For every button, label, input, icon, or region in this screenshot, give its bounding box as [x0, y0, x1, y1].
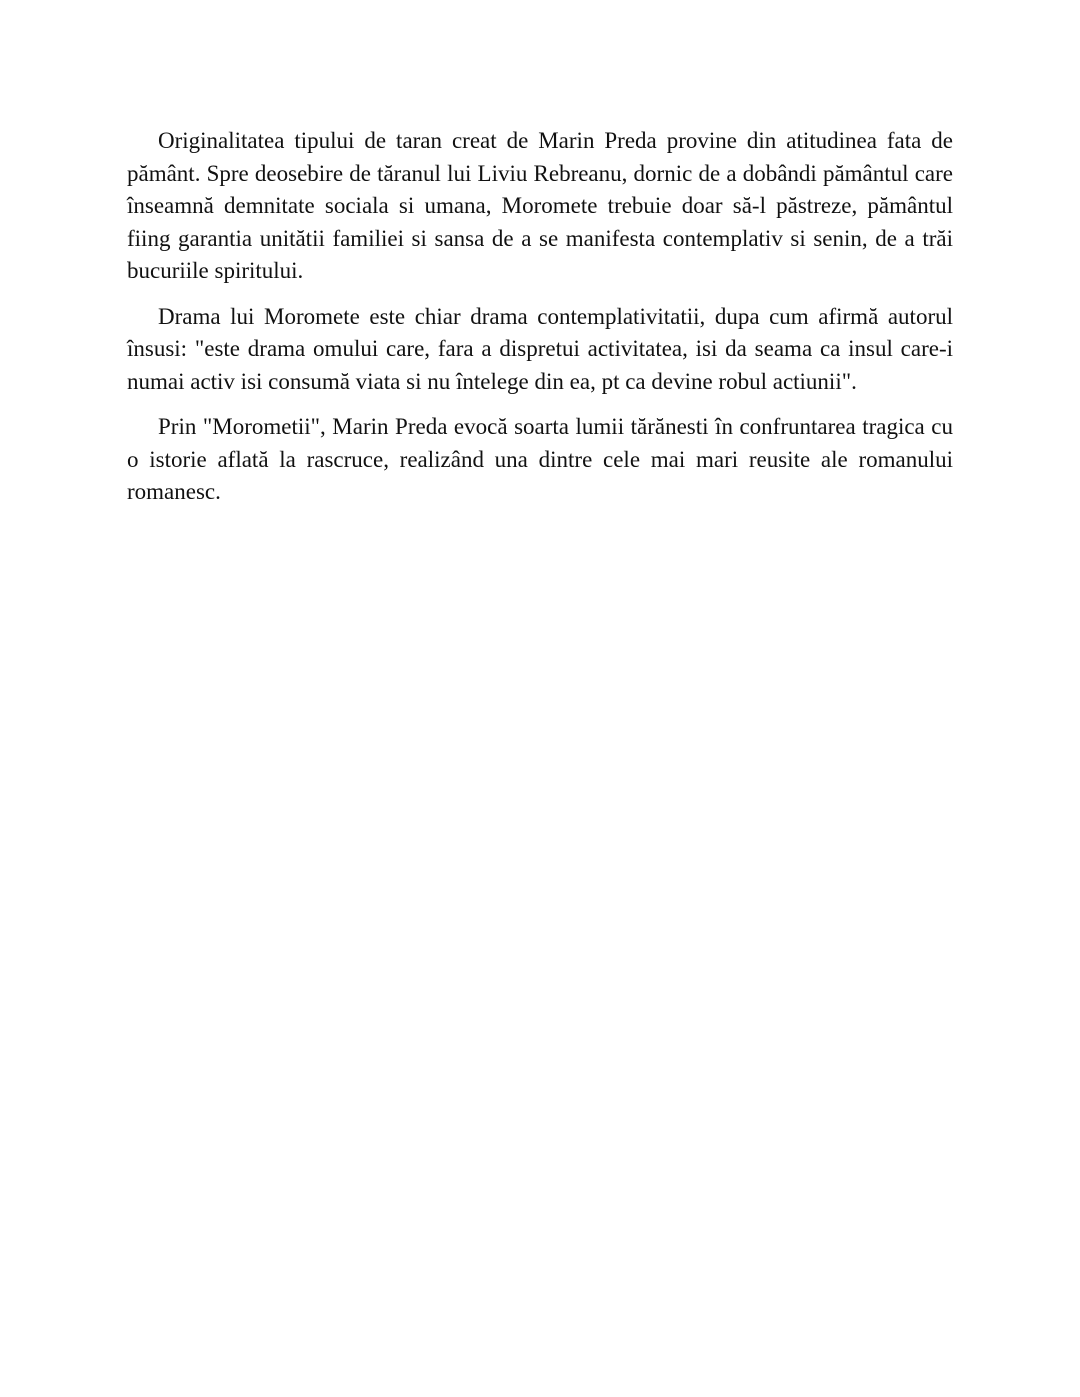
paragraph-originality: Originalitatea tipului de taran creat de Marin Preda provine din atitudinea fata de pământ. Spre deosebire de tăranul lui Liviu Rebreanu, dornic de a dobândi pământul care înseamnă demnitate sociala si umana, Moromete trebuie doar să-l păstreze, pământul fiing garantia unitătii familiei si sansa de a se manifesta contemplativ si senin, de a trăi bucuriile spiritului. — [127, 128, 953, 283]
document-body — [127, 125, 953, 522]
paragraph-drama: Drama lui Moromete este chiar drama contemplativitatii, dupa cum afirmă autorul însusi: "este drama omului care, fara a dispretui activitatea, isi da seama ca insul care-i numai activ isi consumă viata si nu întelege din ea, pt ca devine robul actiunii". — [127, 303, 953, 394]
paragraph-conclusion: Prin "Morometii", Marin Preda evocă soarta lumii tărănesti în confruntarea tragica cu o istorie aflată la rascruce, realizând una dintre cele mai mari reusite ale romanului romanesc. — [127, 414, 953, 504]
